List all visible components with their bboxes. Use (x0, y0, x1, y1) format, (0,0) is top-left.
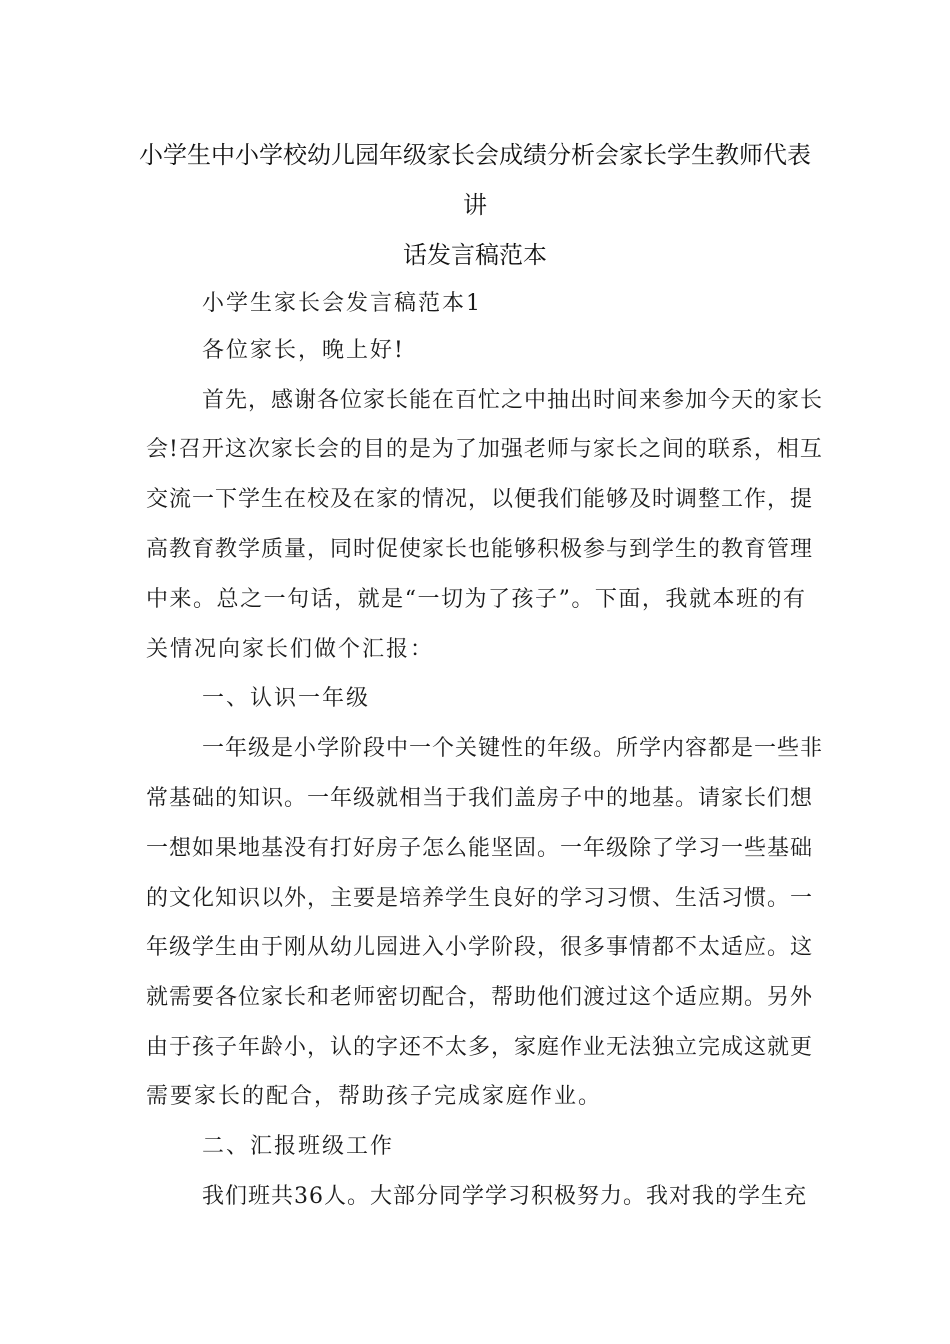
paragraph-line: 常基础的知识。一年级就相当于我们盖房子中的地基。请家长们想 (146, 786, 814, 811)
document-title (130, 130, 820, 280)
paragraph-line: 关情况向家长们做个汇报： (146, 637, 435, 662)
paragraph-line: 中来。总之一句话，就是“一切为了孩子”。下面，我就本班的有 (146, 587, 806, 612)
paragraph-line: 我们班共36人。大部分同学学习积极努力。我对我的学生充 (202, 1184, 807, 1209)
section-heading: 小学生家长会发言稿范本1 (202, 291, 482, 316)
subheading: 一、认识一年级 (202, 686, 371, 711)
paragraph-line: 一想如果地基没有打好房子怎么能坚固。一年级除了学习一些基础 (146, 836, 814, 861)
paragraph-line: 年级学生由于刚从幼儿园进入小学阶段，很多事情都不太适应。这 (146, 935, 814, 960)
paragraph-line: 由于孩子年龄小，认的字还不太多，家庭作业无法独立完成这就更 (146, 1035, 814, 1060)
paragraph-line: 就需要各位家长和老师密切配合，帮助他们渡过这个适应期。另外 (146, 985, 814, 1010)
title-line-2: 话发言稿范本 (403, 241, 547, 269)
paragraph-line: 交流一下学生在校及在家的情况，以便我们能够及时调整工作，提 (146, 487, 814, 512)
paragraph-line: 需要家长的配合，帮助孩子完成家庭作业。 (146, 1084, 603, 1109)
paragraph-line: 会!召开这次家长会的目的是为了加强老师与家长之间的联系，相互 (146, 437, 823, 462)
paragraph-line: 的文化知识以外，主要是培养学生良好的学习习惯、生活习惯。一 (146, 886, 814, 911)
paragraph-line: 一年级是小学阶段中一个关键性的年级。所学内容都是一些非 (202, 736, 824, 761)
paragraph-line: 高教育教学质量，同时促使家长也能够积极参与到学生的教育管理 (146, 537, 814, 562)
paragraph-line: 首先，感谢各位家长能在百忙之中抽出时间来参加今天的家长 (202, 388, 824, 413)
title-line-1: 小学生中小学校幼儿园年级家长会成绩分析会家长学生教师代表讲 (139, 141, 811, 219)
greeting: 各位家长，晚上好! (202, 338, 405, 363)
subheading: 二、汇报班级工作 (202, 1134, 395, 1159)
